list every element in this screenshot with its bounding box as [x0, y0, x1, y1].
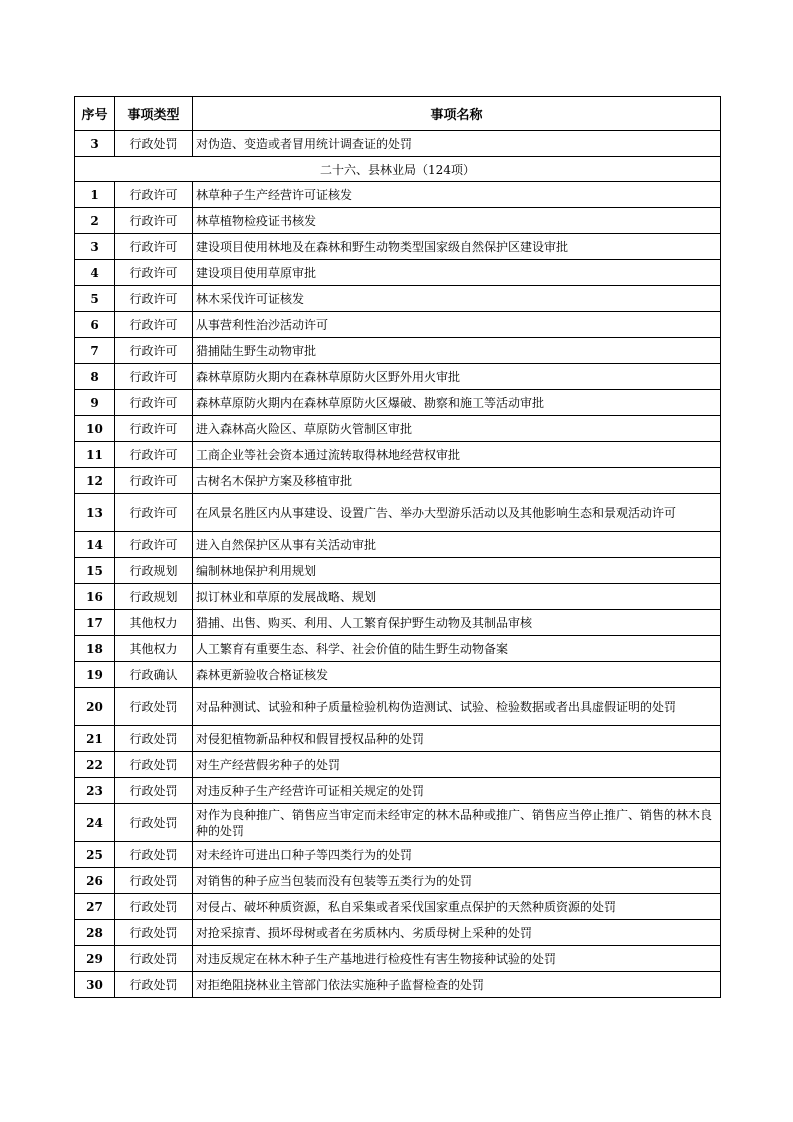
table-row	[75, 804, 721, 842]
row-name: 猎捕、出售、购买、利用、人工繁育保护野生动物及其制品审核	[193, 610, 721, 636]
table-row	[75, 312, 721, 338]
table-row	[75, 752, 721, 778]
row-seq: 5	[75, 286, 115, 312]
row-type: 行政许可	[115, 182, 193, 208]
row-type: 行政许可	[115, 494, 193, 532]
table-row	[75, 842, 721, 868]
row-type: 行政处罚	[115, 778, 193, 804]
row-type: 行政许可	[115, 390, 193, 416]
row-type: 行政处罚	[115, 131, 193, 157]
row-type: 行政许可	[115, 364, 193, 390]
header-type: 事项类型	[115, 97, 193, 131]
table-row	[75, 338, 721, 364]
row-type: 行政许可	[115, 234, 193, 260]
header-seq: 序号	[75, 97, 115, 131]
table-row	[75, 610, 721, 636]
row-type: 行政规划	[115, 558, 193, 584]
row-name: 对拒绝阻挠林业主管部门依法实施种子监督检查的处罚	[193, 972, 721, 998]
table-row	[75, 494, 721, 532]
row-type: 其他权力	[115, 636, 193, 662]
row-name: 对作为良种推广、销售应当审定而未经审定的林木品种或推广、销售应当停止推广、销售的林木良种的处罚	[193, 804, 721, 842]
row-name: 工商企业等社会资本通过流转取得林地经营权审批	[193, 442, 721, 468]
row-seq: 26	[75, 868, 115, 894]
row-seq: 21	[75, 726, 115, 752]
row-name: 建设项目使用草原审批	[193, 260, 721, 286]
table-row	[75, 286, 721, 312]
row-seq: 11	[75, 442, 115, 468]
row-seq: 14	[75, 532, 115, 558]
row-name: 猎捕陆生野生动物审批	[193, 338, 721, 364]
table-row	[75, 920, 721, 946]
row-type: 行政处罚	[115, 946, 193, 972]
row-name: 对销售的种子应当包装而没有包装等五类行为的处罚	[193, 868, 721, 894]
table-row	[75, 946, 721, 972]
row-name: 对违反种子生产经营许可证相关规定的处罚	[193, 778, 721, 804]
row-name: 对生产经营假劣种子的处罚	[193, 752, 721, 778]
row-seq: 16	[75, 584, 115, 610]
table-row	[75, 416, 721, 442]
section-title: 二十六、县林业局（124项）	[75, 157, 721, 182]
table-row	[75, 636, 721, 662]
row-seq: 6	[75, 312, 115, 338]
table-row	[75, 868, 721, 894]
row-type: 行政处罚	[115, 894, 193, 920]
row-name: 对违反规定在林木种子生产基地进行检疫性有害生物接种试验的处罚	[193, 946, 721, 972]
row-name: 对品种测试、试验和种子质量检验机构伪造测试、试验、检验数据或者出具虚假证明的处罚	[193, 688, 721, 726]
row-seq: 28	[75, 920, 115, 946]
table-row	[75, 390, 721, 416]
row-name: 人工繁育有重要生态、科学、社会价值的陆生野生动物备案	[193, 636, 721, 662]
row-seq: 30	[75, 972, 115, 998]
row-seq: 8	[75, 364, 115, 390]
row-name: 古树名木保护方案及移植审批	[193, 468, 721, 494]
table-row	[75, 972, 721, 998]
row-type: 行政许可	[115, 208, 193, 234]
row-seq: 18	[75, 636, 115, 662]
row-seq: 7	[75, 338, 115, 364]
row-seq: 17	[75, 610, 115, 636]
row-type: 行政许可	[115, 260, 193, 286]
row-name: 编制林地保护利用规划	[193, 558, 721, 584]
table-row	[75, 894, 721, 920]
row-type: 行政处罚	[115, 868, 193, 894]
table-row	[75, 532, 721, 558]
row-type: 行政许可	[115, 312, 193, 338]
row-name: 建设项目使用林地及在森林和野生动物类型国家级自然保护区建设审批	[193, 234, 721, 260]
row-name: 进入自然保护区从事有关活动审批	[193, 532, 721, 558]
row-type: 行政处罚	[115, 972, 193, 998]
row-type: 行政许可	[115, 416, 193, 442]
row-type: 其他权力	[115, 610, 193, 636]
row-type: 行政处罚	[115, 920, 193, 946]
row-type: 行政处罚	[115, 688, 193, 726]
table-row	[75, 442, 721, 468]
row-name: 对侵占、破坏种质资源，私自采集或者采伐国家重点保护的天然种质资源的处罚	[193, 894, 721, 920]
table-row	[75, 208, 721, 234]
row-seq: 24	[75, 804, 115, 842]
row-seq: 2	[75, 208, 115, 234]
row-type: 行政确认	[115, 662, 193, 688]
row-seq: 29	[75, 946, 115, 972]
row-seq: 13	[75, 494, 115, 532]
row-seq: 10	[75, 416, 115, 442]
row-seq: 3	[75, 131, 115, 157]
row-type: 行政处罚	[115, 726, 193, 752]
row-type: 行政许可	[115, 286, 193, 312]
row-seq: 3	[75, 234, 115, 260]
row-type: 行政许可	[115, 532, 193, 558]
table-row	[75, 688, 721, 726]
row-seq: 9	[75, 390, 115, 416]
table-header-row	[75, 97, 721, 131]
row-name: 森林草原防火期内在森林草原防火区野外用火审批	[193, 364, 721, 390]
table-row	[75, 726, 721, 752]
row-type: 行政许可	[115, 338, 193, 364]
row-type: 行政许可	[115, 468, 193, 494]
header-name: 事项名称	[193, 97, 721, 131]
row-name: 林草种子生产经营许可证核发	[193, 182, 721, 208]
row-name: 森林草原防火期内在森林草原防火区爆破、勘察和施工等活动审批	[193, 390, 721, 416]
row-name: 进入森林高火险区、草原防火管制区审批	[193, 416, 721, 442]
table-row	[75, 234, 721, 260]
table-row	[75, 558, 721, 584]
row-name: 在风景名胜区内从事建设、设置广告、举办大型游乐活动以及其他影响生态和景观活动许可	[193, 494, 721, 532]
section-row	[75, 157, 721, 182]
table-row	[75, 131, 721, 157]
row-type: 行政处罚	[115, 842, 193, 868]
row-seq: 4	[75, 260, 115, 286]
table-row	[75, 364, 721, 390]
row-type: 行政处罚	[115, 804, 193, 842]
row-seq: 20	[75, 688, 115, 726]
row-type: 行政许可	[115, 442, 193, 468]
row-seq: 27	[75, 894, 115, 920]
row-name: 森林更新验收合格证核发	[193, 662, 721, 688]
table-row	[75, 778, 721, 804]
table-row	[75, 584, 721, 610]
row-type: 行政处罚	[115, 752, 193, 778]
row-seq: 22	[75, 752, 115, 778]
table-row	[75, 260, 721, 286]
row-name: 对侵犯植物新品种权和假冒授权品种的处罚	[193, 726, 721, 752]
row-seq: 23	[75, 778, 115, 804]
row-seq: 19	[75, 662, 115, 688]
row-name: 对伪造、变造或者冒用统计调查证的处罚	[193, 131, 721, 157]
row-name: 拟订林业和草原的发展战略、规划	[193, 584, 721, 610]
row-name: 从事营利性治沙活动许可	[193, 312, 721, 338]
row-name: 林木采伐许可证核发	[193, 286, 721, 312]
table-row	[75, 662, 721, 688]
row-name: 对抢采掠青、损坏母树或者在劣质林内、劣质母树上采种的处罚	[193, 920, 721, 946]
row-seq: 15	[75, 558, 115, 584]
row-seq: 25	[75, 842, 115, 868]
row-name: 对未经许可进出口种子等四类行为的处罚	[193, 842, 721, 868]
authority-items-table	[74, 96, 721, 998]
table-row	[75, 468, 721, 494]
row-seq: 1	[75, 182, 115, 208]
row-seq: 12	[75, 468, 115, 494]
row-name: 林草植物检疫证书核发	[193, 208, 721, 234]
row-type: 行政规划	[115, 584, 193, 610]
table-row	[75, 182, 721, 208]
